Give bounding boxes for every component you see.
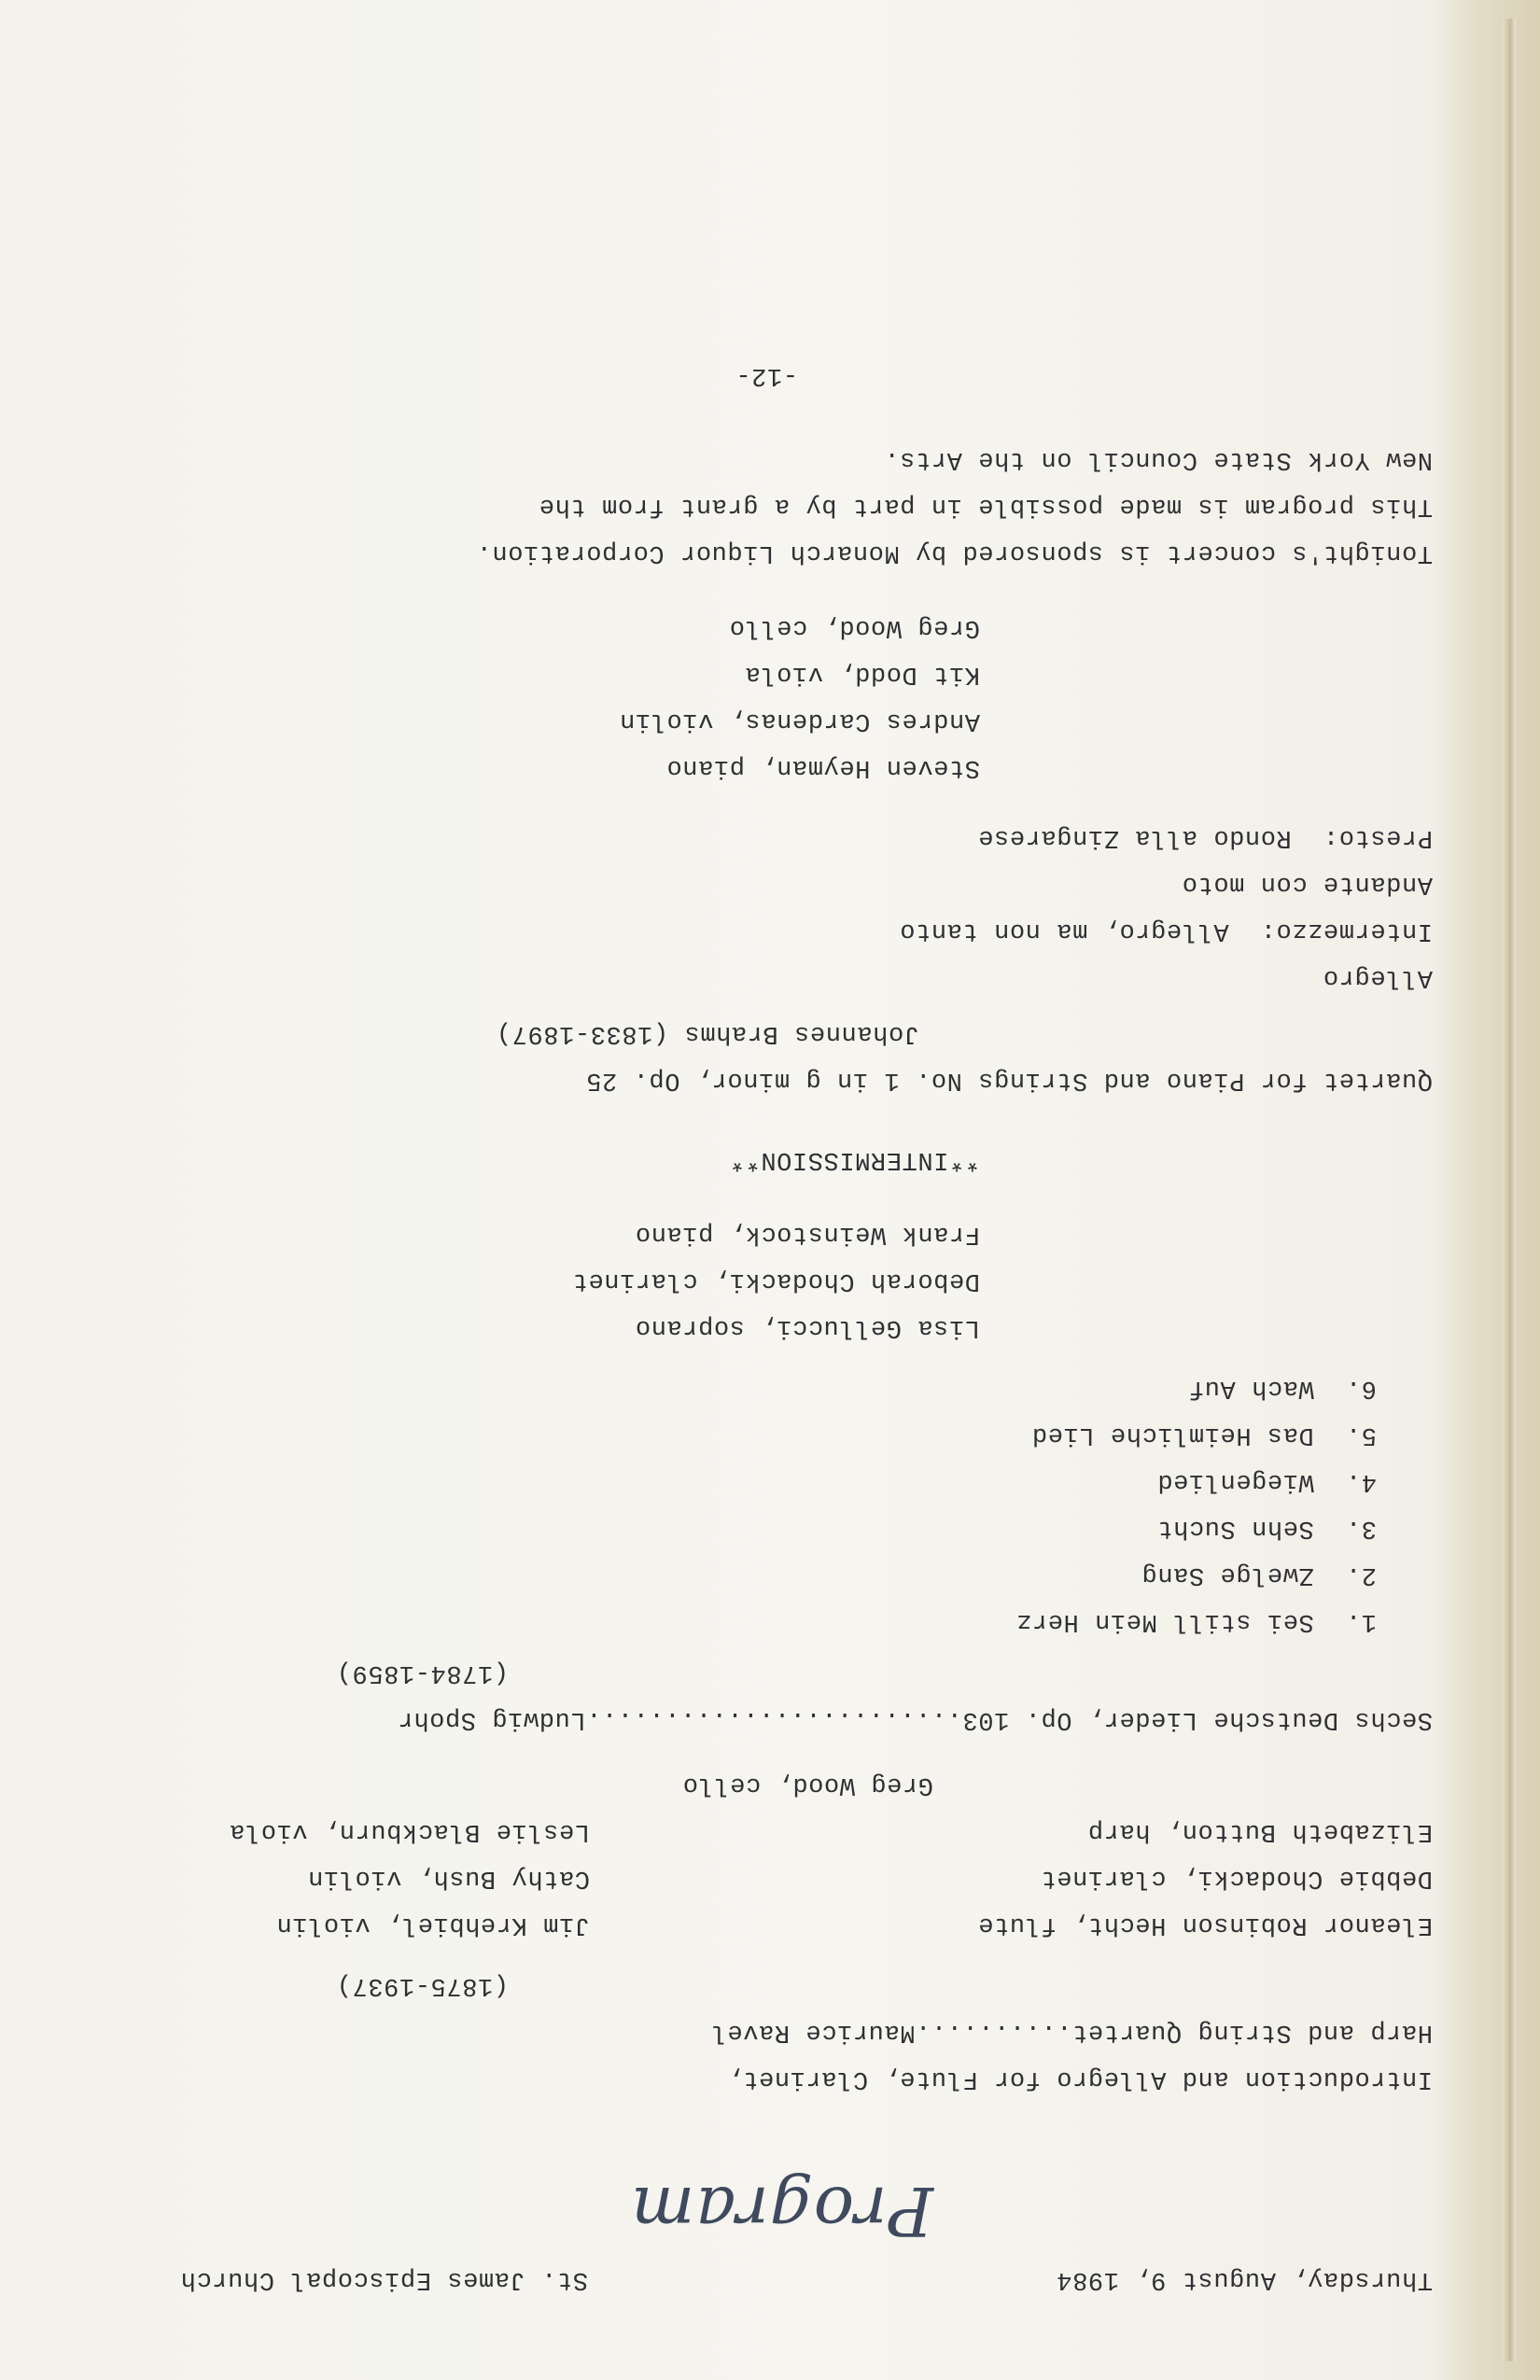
piece1-performer: Leslie Blackburn, viola (229, 1817, 590, 1845)
song-item: 6. Wach Auf (1188, 1374, 1377, 1402)
song-item: 4. Wiegenlied (1156, 1467, 1377, 1495)
movement-item: Andante con moto (1182, 870, 1433, 898)
piece1-performer: Debbie Chodacki, clarinet (1040, 1864, 1433, 1892)
piece1-performer: Eleanor Robinson Hecht, flute (977, 1911, 1433, 1939)
intermission-label: **INTERMISSION** (729, 1145, 980, 1173)
song-item: 3. Sehn Sucht (1156, 1514, 1377, 1542)
movement-item: Intermezzo: Allegro, ma non tanto (899, 917, 1433, 945)
piece1-performer: Elizabeth Button, harp (1087, 1817, 1433, 1845)
piece3-composer: Johannes Brahms (1833-1897) (496, 1019, 919, 1047)
song-item: 2. Zwelge Sang (1141, 1561, 1377, 1589)
sponsor-line: Tonight's concert is sponsored by Monarch Liquor Corporation. (476, 539, 1433, 567)
program-heading: Program (630, 2172, 933, 2250)
song-item: 5. Das Heimliche Lied (1031, 1421, 1377, 1449)
song-item: 1. Sei still Mein Herz (1015, 1607, 1377, 1635)
concert-date: Thursday, August 9, 1984 (1056, 2265, 1433, 2293)
piece1-title-line1: Introduction and Allegro for Flute, Clarinet, (726, 2065, 1433, 2093)
piece1-composer-dates: (1875-1937) (336, 1971, 509, 1999)
movement-item: Presto: Rondo alla Zingarese (977, 823, 1433, 851)
piece2-composer-dates: (1784-1859) (336, 1659, 509, 1687)
piece1-performer: Greg Wood, cello (682, 1771, 933, 1799)
sponsor-line: New York State Council on the Arts. (883, 445, 1433, 473)
piece2-performer: Frank Weinstock, piano (635, 1220, 980, 1248)
page-number: -12- (735, 361, 798, 389)
piece1-performer: Jim Krehbiel, violin (275, 1911, 590, 1939)
piece2-title: Sechs Deutsche Lieder, Op. 103........................Ludwig Spohr (398, 1705, 1433, 1733)
piece1-title-line2: Harp and String Quartet..........Maurice Ravel (711, 2018, 1433, 2046)
piece3-performer: Andres Cardenas, violin (619, 707, 980, 735)
movement-item: Allegro (1323, 963, 1433, 991)
piece1-performer: Cathy Bush, violin (307, 1864, 590, 1892)
piece3-performer: Steven Heyman, piano (665, 753, 980, 781)
piece3-performer: Kit Dodd, viola (744, 660, 980, 688)
concert-venue: St. James Episcopal Church (180, 2265, 588, 2293)
piece3-performer: Greg Wood, cello (729, 613, 980, 641)
piece2-performer: Deborah Chodacki, clarinet (572, 1267, 980, 1295)
sponsor-line: This program is made possible in part by a grant from the (539, 492, 1433, 520)
piece2-performer: Lisa Gellucci, soprano (635, 1313, 980, 1341)
piece3-title: Quartet for Piano and Strings No. 1 in g minor, Op. 25 (585, 1066, 1433, 1094)
